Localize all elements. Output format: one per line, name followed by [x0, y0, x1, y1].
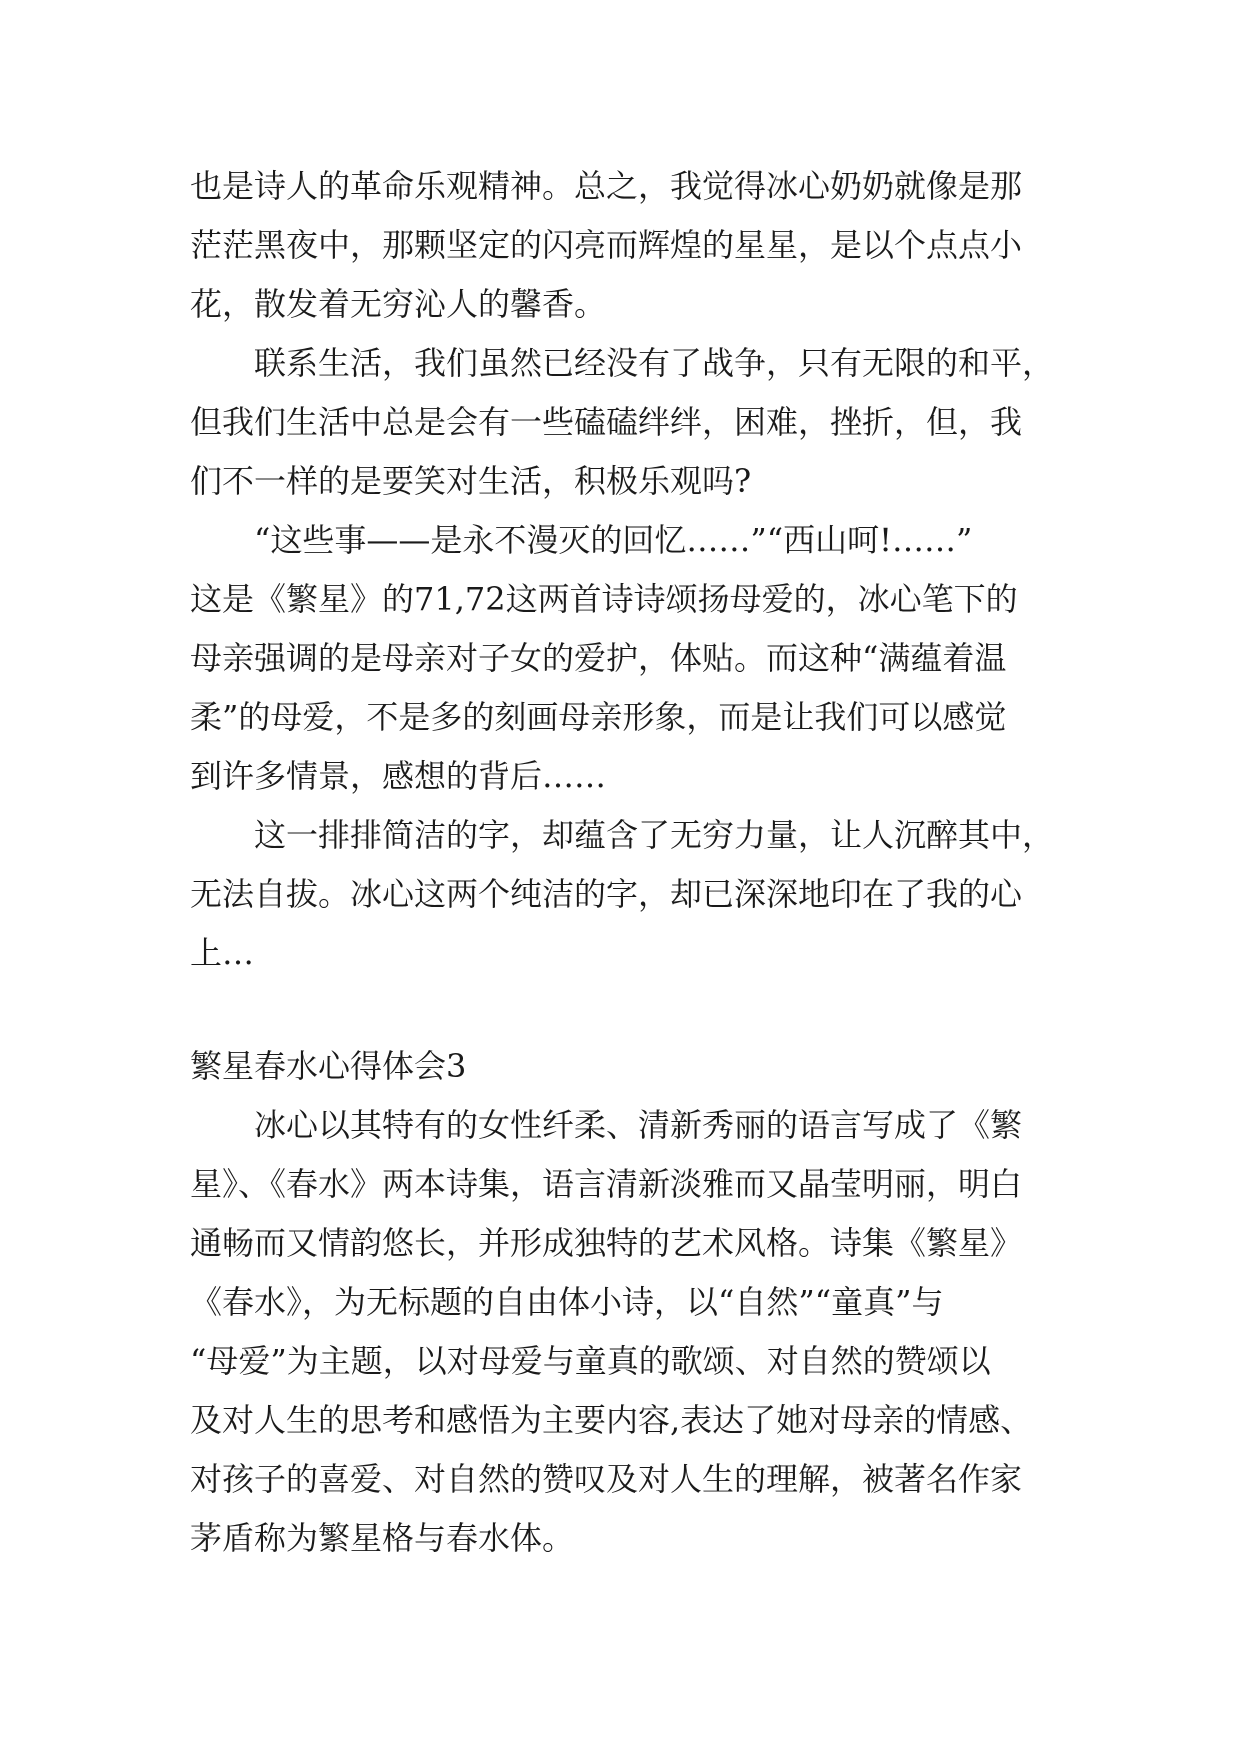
text-line: 星》、《春水》两本诗集，语言清新淡雅而又晶莹明丽，明白 [190, 1165, 1023, 1203]
paragraph-1 [190, 157, 1056, 334]
text-line: 这是《繁星》的71,72这两首诗诗颂扬母爱的，冰心笔下的 [190, 580, 1018, 618]
text-line: 也是诗人的革命乐观精神。总之，我觉得冰心奶奶就像是那 [190, 167, 1023, 205]
text-line: 到许多情景，感想的背后…… [190, 757, 607, 795]
text-line: 《春水》，为无标题的自由体小诗，以“自然”“童真”与 [190, 1283, 944, 1321]
paragraph-2 [190, 334, 1056, 511]
paragraph-4 [190, 806, 1056, 983]
text-line: 柔”的母爱，不是多的刻画母亲形象，而是让我们可以感觉 [190, 698, 1007, 736]
text-line: 通畅而又情韵悠长，并形成独特的艺术风格。诗集《繁星》 [190, 1224, 1023, 1262]
text-line: 花，散发着无穷沁人的馨香。 [190, 285, 607, 323]
text-line: 茅盾称为繁星格与春水体。 [190, 1519, 575, 1557]
text-line: 联系生活，我们虽然已经没有了战争，只有无限的和平， [254, 344, 1055, 382]
text-line: 茫茫黑夜中，那颗坚定的闪亮而辉煌的星星，是以个点点小 [190, 226, 1023, 264]
text-line: 这一排排简洁的字，却蕴含了无穷力量，让人沉醉其中， [254, 816, 1055, 854]
text-line: 及对人生的思考和感悟为主要内容,表达了她对母亲的情感、 [190, 1401, 1033, 1439]
text-line: 们不一样的是要笑对生活，积极乐观吗? [190, 462, 752, 500]
text-line: 对孩子的喜爱、对自然的赞叹及对人生的理解，被著名作家 [190, 1460, 1023, 1498]
text-line: 母亲强调的是母亲对子女的爱护，体贴。而这种“满蕴着温 [190, 639, 1007, 677]
section-title: 繁星春水心得体会3 [190, 1047, 467, 1085]
text-line: 上… [190, 934, 255, 972]
document-body [190, 157, 1056, 1568]
text-line: “母爱”为主题，以对母爱与童真的歌颂、对自然的赞颂以 [190, 1342, 991, 1380]
text-line: 但我们生活中总是会有一些磕磕绊绊，困难，挫折，但，我 [190, 403, 1023, 441]
paragraph-3 [190, 511, 1056, 806]
text-line: 冰心以其特有的女性纤柔、清新秀丽的语言写成了《繁 [254, 1106, 1023, 1144]
text-line: 无法自拔。冰心这两个纯洁的字，却已深深地印在了我的心 [190, 875, 1023, 913]
text-line: “这些事——是永不漫灭的回忆……”“西山呵!……” [254, 521, 973, 559]
paragraph-5 [190, 1096, 1056, 1568]
